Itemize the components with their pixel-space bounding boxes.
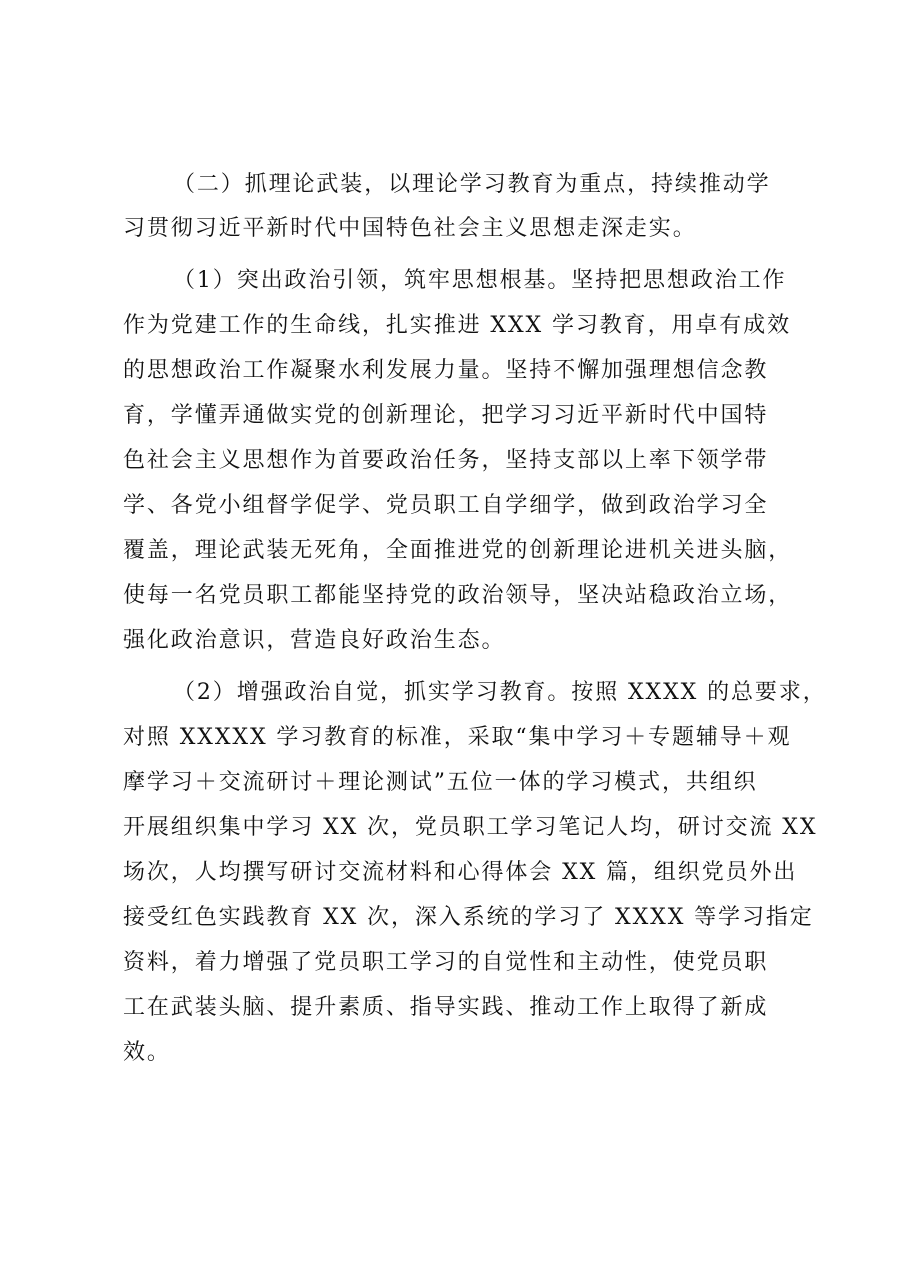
paragraph-line: 习贯彻习近平新时代中国特色社会主义思想走深走实。 xyxy=(123,216,697,241)
paragraph-line: 学、各党小组督学促学、党员职工自学细学，做到政治学习全 xyxy=(123,493,769,518)
paragraph-line: 资料，着力增强了党员职工学习的自觉性和主动性，使党员职 xyxy=(123,950,769,975)
paragraph-line: 摩学习＋交流研讨＋理论测试”五位一体的学习模式，共组织 xyxy=(123,770,758,795)
paragraph-heading-line: （二）抓理论武装，以理论学习教育为重点，持续推动学 xyxy=(173,172,771,197)
paragraph-line: 工在武装头脑、提升素质、指导实践、推动工作上取得了新成 xyxy=(123,995,769,1020)
paragraph-line: 使每一名党员职工都能坚持党的政治领导，坚决站稳政治立场， xyxy=(123,583,793,608)
paragraph-line: 效。 xyxy=(123,1040,171,1065)
paragraph-heading-line: （2）增强政治自觉，抓实学习教育。按照 XXXX 的总要求， xyxy=(173,680,827,705)
paragraph-line: 作为党建工作的生命线，扎实推进 XXX 学习教育，用卓有成效 xyxy=(123,313,791,338)
paragraph-line: 强化政治意识，营造良好政治生态。 xyxy=(123,628,506,653)
paragraph-line: 对照 XXXXX 学习教育的标准，采取“集中学习＋专题辅导＋观 xyxy=(123,725,792,750)
paragraph-line: 接受红色实践教育 XX 次，深入系统的学习了 XXXX 等学习指定 xyxy=(123,905,814,930)
paragraph-line: 色社会主义思想作为首要政治任务，坚持支部以上率下领学带 xyxy=(123,448,769,473)
paragraph-line: 覆盖，理论武装无死角，全面推进党的创新理论进机关进头脑， xyxy=(123,538,793,563)
paragraph-line: 育，学懂弄通做实党的创新理论，把学习习近平新时代中国特 xyxy=(123,403,769,428)
paragraph-heading-line: （1）突出政治引领，筑牢思想根基。坚持把思想政治工作 xyxy=(173,268,787,293)
paragraph-line: 开展组织集中学习 XX 次，党员职工学习笔记人均，研讨交流 XX xyxy=(123,815,818,840)
paragraph-line: 场次，人均撰写研讨交流材料和心得体会 XX 篇，组织党员外出 xyxy=(123,860,798,885)
paragraph-line: 的思想政治工作凝聚水利发展力量。坚持不懈加强理想信念教 xyxy=(123,358,769,383)
